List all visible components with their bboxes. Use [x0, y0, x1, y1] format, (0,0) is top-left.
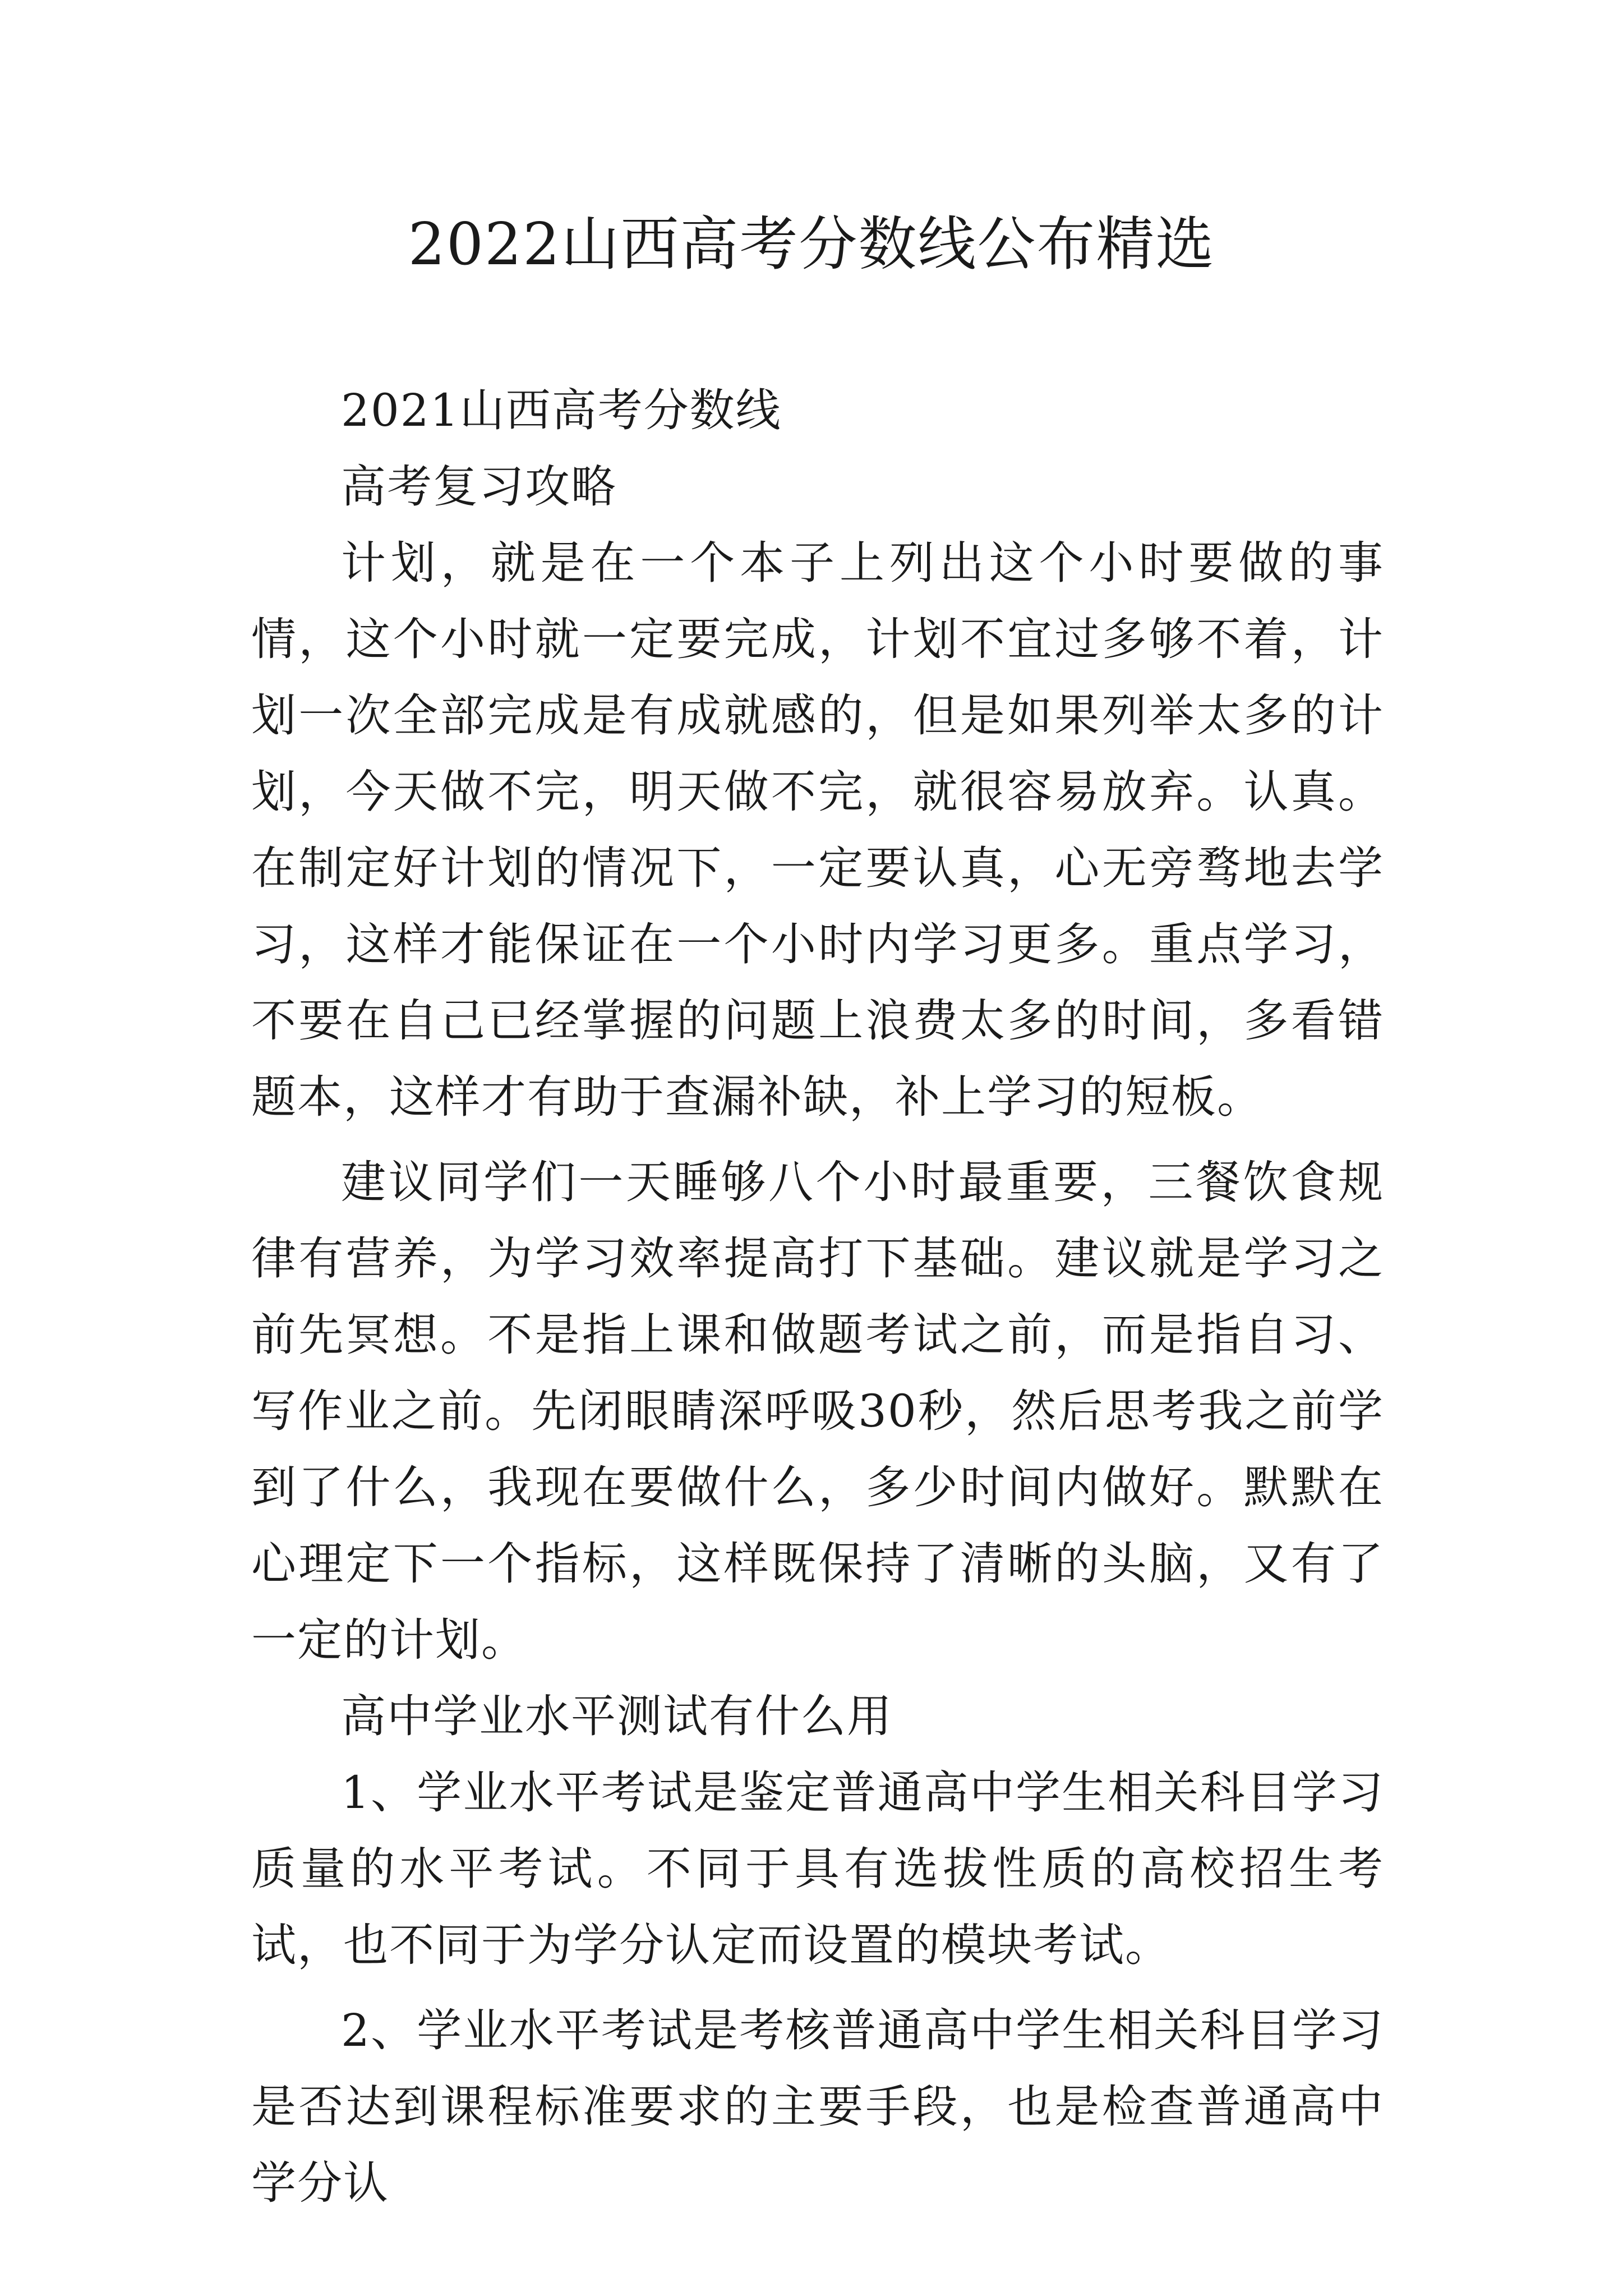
section-heading-score-line: 2021山西高考分数线: [341, 384, 782, 436]
document-title: 2022山西高考分数线公布精选: [408, 210, 1215, 278]
document-body: [251, 372, 1384, 2221]
paragraph-plan: 计划，就是在一个本子上列出这个小时要做的事情，这个小时就一定要完成，计划不宜过多够不着，计划一次全部完成是有成就感的，但是如果列举太多的计划，今天做不完，明天做不完，就很容易放弃。认真。在制定好计划的情况下，一定要认真，心无旁骛地去学习，这样才能保证在一个小时内学习更多。重点学习，不要在自己已经掌握的问题上浪费太多的时间，多看错题本，这样才有助于查漏补缺，补上学习的短板。: [251, 537, 1384, 1123]
paragraph-advice: 建议同学们一天睡够八个小时最重要，三餐饮食规律有营养，为学习效率提高打下基础。建议就是学习之前先冥想。不是指上课和做题考试之前，而是指自习、写作业之前。先闭眼睛深呼吸30秒，然后思考我之前学到了什么，我现在要做什么，多少时间内做好。默默在心理定下一个指标，这样既保持了清晰的头脑，又有了一定的计划。: [251, 1156, 1384, 1666]
section-heading-review-strategy: 高考复习攻略: [341, 461, 617, 513]
paragraph-spacer: [251, 1135, 1384, 1144]
paragraph-point-2: 2、学业水平考试是考核普通高中学生相关科目学习是否达到课程标准要求的主要手段，也是检查普通高中学分认: [251, 2004, 1384, 2209]
section-heading-proficiency-test: 高中学业水平测试有什么用: [341, 1690, 893, 1742]
paragraph-point-1: 1、学业水平考试是鉴定普通高中学生相关科目学习质量的水平考试。不同于具有选拔性质的高校招生考试，也不同于为学分认定而设置的模块考试。: [251, 1766, 1384, 1971]
paragraph-spacer: [251, 1984, 1384, 1993]
